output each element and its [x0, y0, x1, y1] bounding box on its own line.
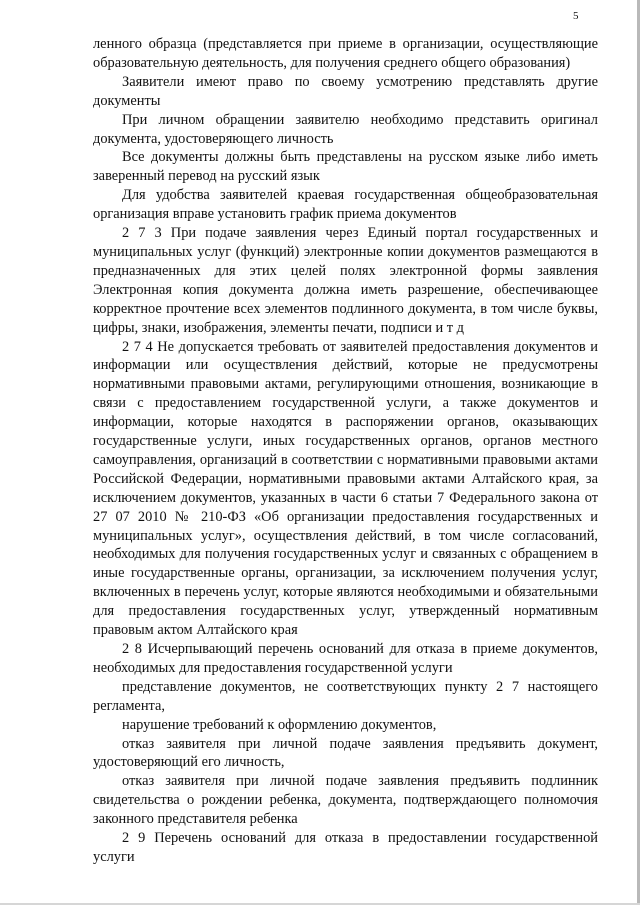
- paragraph-2-7-4: 2 7 4 Не допускается требовать от заявителей предоставления документов и информации или осуществления действий, которые не предусмотрены нормативными правовыми актами, регулирующими отношения, возникающие в связи с предоставлением государственной услуги, а также документов и информации, которые находятся в распоряжении органов, оказывающих государственные услуги, иных государственных органов, органов местного самоуправления, организаций в соответствии с нормативными правовыми актами Российской Федерации, нормативными правовыми актами Алтайского края, за исключением документов, указанных в части 6 статьи 7 Федерального закона от 27 07 2010 № 210-ФЗ «Об организации предоставления государственных и муниципальных услуг», осуществления действий, в том числе согласований, необходимых для получения государственных услуг и связанных с обращением в иные государственные органы, организации, за исключением получения услуг, включенных в перечень услуг, которые являются необходимыми и обязательными для предоставления государственных услуг, утвержденный нормативным правовым актом Алтайского края: [93, 338, 598, 639]
- paragraph-russian-language: Все документы должны быть представлены на русском языке либо иметь заверенный перевод на русский язык: [93, 149, 598, 185]
- paragraph-refusal-birth-certificate: отказ заявителя при личной подаче заявления предъявить подлинник свидетельства о рождении ребенка, документа, подтверждающего полномочия законного представителя ребенка: [93, 773, 598, 828]
- document-body: [93, 35, 598, 867]
- paragraph-identity-original: При личном обращении заявителю необходимо представить оригинал документа, удостоверяющего личность: [93, 111, 598, 147]
- paragraph-noncompliant-documents: представление документов, не соответствующих пункту 2 7 настоящего регламента,: [93, 678, 598, 714]
- page-number: 5: [573, 10, 579, 22]
- paragraph-other-documents: Заявители имеют право по своему усмотрению представлять другие документы: [93, 73, 598, 109]
- paragraph-2-8: 2 8 Исчерпывающий перечень оснований для отказа в приеме документов, необходимых для предоставления государственной услуги: [93, 641, 598, 676]
- paragraph-refusal-identity: отказ заявителя при личной подаче заявления предъявить документ, удостоверяющий его личность,: [93, 735, 598, 771]
- paragraph-formatting-violation: нарушение требований к оформлению документов,: [122, 716, 437, 733]
- paragraph-reception-schedule: Для удобства заявителей краевая государственная общеобразовательная организация вправе установить график приема документов: [93, 187, 598, 223]
- paragraph-2-7-3: 2 7 3 При подаче заявления через Единый портал государственных и муниципальных услуг (функций) электронные копии документов размещаются в предназначенных для этих целей полях электронной формы заявления Электронная копия документа должна иметь разрешение, обеспечивающее корректное прочтение всех элементов подлинного документа, в том числе буквы, цифры, знаки, изображения, элементы печати, подписи и т д: [93, 225, 598, 336]
- paragraph-continuation: ленного образца (представляется при приеме в организации, осуществляющие образовательную деятельность, для получения среднего общего образования): [93, 36, 598, 71]
- paragraph-2-9: 2 9 Перечень оснований для отказа в предоставлении государственной услуги: [93, 830, 598, 865]
